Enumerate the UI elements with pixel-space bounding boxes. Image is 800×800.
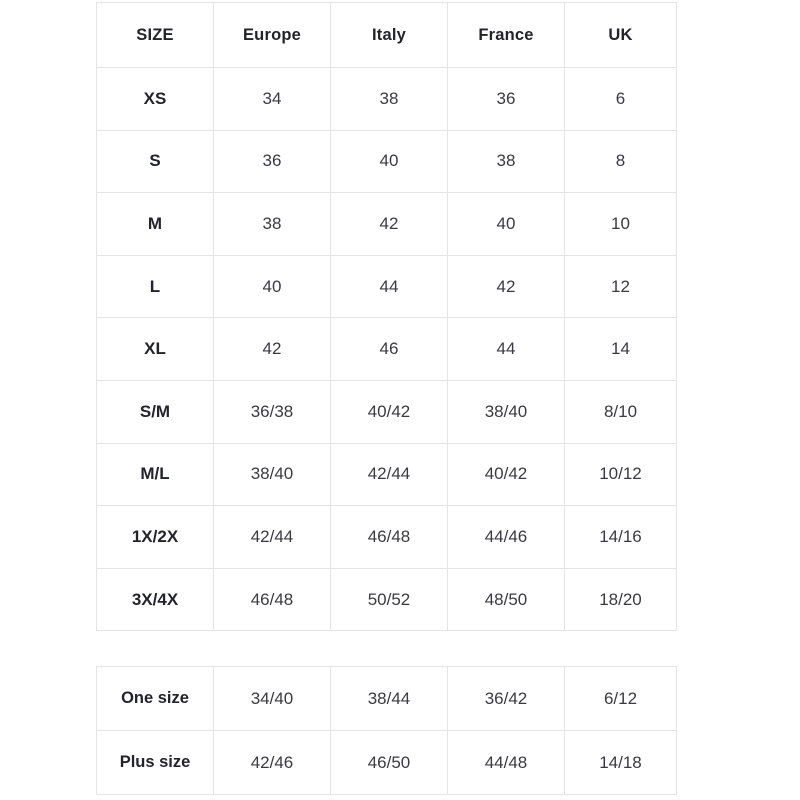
cell-europe: 38/40 xyxy=(214,443,331,506)
cell-italy: 42/44 xyxy=(331,443,448,506)
table-row xyxy=(97,731,677,795)
column-header-uk: UK xyxy=(565,3,677,68)
cell-france: 42 xyxy=(448,255,565,318)
row-label: M/L xyxy=(97,443,214,506)
column-header-italy: Italy xyxy=(331,3,448,68)
cell-europe: 42/46 xyxy=(214,731,331,795)
secondary-size-table-wrapper xyxy=(96,666,676,795)
table-row xyxy=(97,667,677,731)
main-size-table-wrapper xyxy=(96,2,676,631)
row-label: XL xyxy=(97,318,214,381)
cell-uk: 6/12 xyxy=(565,667,677,731)
column-header-size: SIZE xyxy=(97,3,214,68)
row-label: M xyxy=(97,193,214,256)
table-body xyxy=(97,68,677,631)
table-body xyxy=(97,667,677,795)
table-row xyxy=(97,193,677,256)
cell-france: 40/42 xyxy=(448,443,565,506)
row-label: Plus size xyxy=(97,731,214,795)
cell-uk: 18/20 xyxy=(565,568,677,631)
cell-italy: 38/44 xyxy=(331,667,448,731)
row-label: L xyxy=(97,255,214,318)
cell-uk: 8/10 xyxy=(565,380,677,443)
cell-europe: 34/40 xyxy=(214,667,331,731)
row-label: S xyxy=(97,130,214,193)
cell-uk: 12 xyxy=(565,255,677,318)
table-row xyxy=(97,130,677,193)
cell-uk: 8 xyxy=(565,130,677,193)
cell-uk: 10 xyxy=(565,193,677,256)
cell-europe: 36 xyxy=(214,130,331,193)
cell-europe: 36/38 xyxy=(214,380,331,443)
table-row xyxy=(97,568,677,631)
table-row xyxy=(97,380,677,443)
cell-italy: 46 xyxy=(331,318,448,381)
cell-europe: 46/48 xyxy=(214,568,331,631)
cell-europe: 42/44 xyxy=(214,506,331,569)
cell-europe: 42 xyxy=(214,318,331,381)
cell-uk: 14 xyxy=(565,318,677,381)
row-label: XS xyxy=(97,68,214,131)
cell-france: 36 xyxy=(448,68,565,131)
cell-france: 38/40 xyxy=(448,380,565,443)
cell-uk: 6 xyxy=(565,68,677,131)
cell-europe: 38 xyxy=(214,193,331,256)
cell-uk: 10/12 xyxy=(565,443,677,506)
secondary-size-table xyxy=(96,666,677,795)
cell-france: 48/50 xyxy=(448,568,565,631)
header-row xyxy=(97,3,677,68)
row-label: One size xyxy=(97,667,214,731)
row-label: 1X/2X xyxy=(97,506,214,569)
main-size-table xyxy=(96,2,677,631)
table-row xyxy=(97,318,677,381)
cell-italy: 40/42 xyxy=(331,380,448,443)
cell-france: 36/42 xyxy=(448,667,565,731)
cell-italy: 46/48 xyxy=(331,506,448,569)
cell-uk: 14/16 xyxy=(565,506,677,569)
column-header-europe: Europe xyxy=(214,3,331,68)
cell-italy: 44 xyxy=(331,255,448,318)
cell-france: 44/46 xyxy=(448,506,565,569)
table-row xyxy=(97,68,677,131)
table-row xyxy=(97,443,677,506)
cell-italy: 38 xyxy=(331,68,448,131)
table-row xyxy=(97,506,677,569)
table-header xyxy=(97,3,677,68)
cell-italy: 40 xyxy=(331,130,448,193)
cell-italy: 50/52 xyxy=(331,568,448,631)
cell-europe: 34 xyxy=(214,68,331,131)
cell-italy: 46/50 xyxy=(331,731,448,795)
row-label: 3X/4X xyxy=(97,568,214,631)
row-label: S/M xyxy=(97,380,214,443)
cell-france: 38 xyxy=(448,130,565,193)
cell-france: 40 xyxy=(448,193,565,256)
column-header-france: France xyxy=(448,3,565,68)
cell-france: 44/48 xyxy=(448,731,565,795)
cell-uk: 14/18 xyxy=(565,731,677,795)
table-row xyxy=(97,255,677,318)
cell-italy: 42 xyxy=(331,193,448,256)
cell-europe: 40 xyxy=(214,255,331,318)
cell-france: 44 xyxy=(448,318,565,381)
